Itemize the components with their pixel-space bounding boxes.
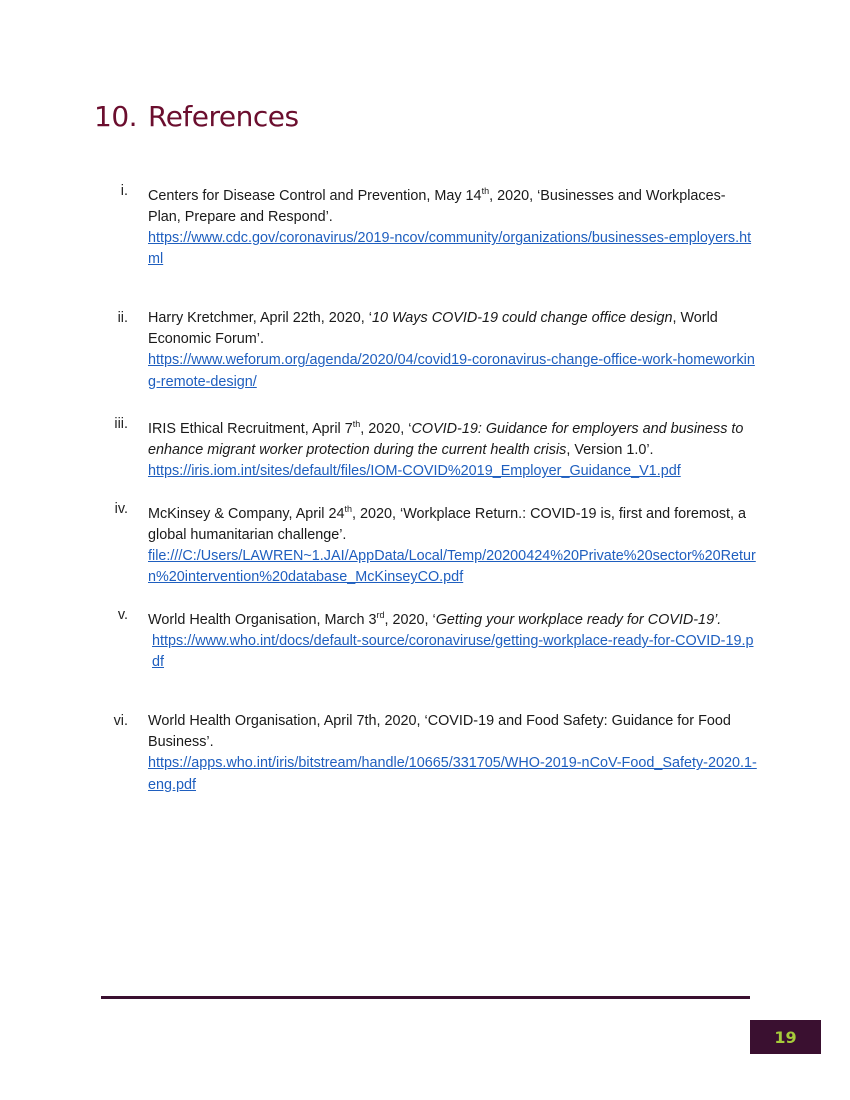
reference-citation: Centers for Disease Control and Prevention, May 14th, 2020, ‘Businesses and Workplaces-Plan, Prepare and Respond’. [148,186,726,225]
page-number-box [750,1020,821,1054]
reference-link[interactable]: https://apps.who.int/iris/bitstream/handle/10665/331705/WHO-2019-nCoV-Food_Safety-2020.1-eng.pdf [148,755,757,793]
reference-item [113,711,758,796]
footer-rule [101,996,750,999]
reference-item [117,308,758,393]
reference-item [120,181,758,271]
reference-citation: Harry Kretchmer, April 22th, 2020, ‘10 Ways COVID-19 could change office design, World Economic Forum’. [148,310,718,348]
reference-numeral: i. [120,183,128,199]
reference-link[interactable]: https://iris.iom.int/sites/default/files/IOM-COVID%2019_Employer_Guidance_V1.pdf [148,463,681,480]
reference-numeral: v. [117,607,128,623]
reference-numeral: ii. [117,310,128,326]
reference-numeral: iv. [114,501,128,517]
section-heading [94,100,299,133]
reference-citation: World Health Organisation, April 7th, 2020, ‘COVID-19 and Food Safety: Guidance for Food Business’. [148,713,731,751]
reference-citation: IRIS Ethical Recruitment, April 7th, 2020, ‘COVID-19: Guidance for employers and business to enhance migrant worker protection during the current health crisis, Version 1.0’. [148,419,744,458]
reference-link[interactable]: https://www.cdc.gov/coronavirus/2019-ncov/community/organizations/businesses-employers.html [148,230,752,268]
reference-link[interactable]: https://www.weforum.org/agenda/2020/04/covid19-coronavirus-change-office-work-homeworking-remote-design/ [148,352,755,390]
reference-item [114,414,758,482]
reference-numeral: vi. [113,713,128,729]
section-title: References [148,100,299,133]
page-number: 19 [774,1027,797,1047]
reference-numeral: iii. [114,416,128,432]
reference-link[interactable]: https://www.who.int/docs/default-source/coronaviruse/getting-workplace-ready-for-COVID-19.pdf [152,633,754,671]
reference-link[interactable]: file:///C:/Users/LAWREN~1.JAI/AppData/Local/Temp/20200424%20Private%20sector%20Return%20intervention%20database_McKinseyCO.pdf [148,548,756,586]
reference-citation: World Health Organisation, March 3rd, 2020, ‘Getting your workplace ready for COVID-19’. [148,610,722,628]
section-number: 10. [94,100,138,133]
reference-item [117,605,758,673]
reference-item [114,499,758,589]
reference-citation: McKinsey & Company, April 24th, 2020, ‘Workplace Return.: COVID-19 is, first and foremost, a global humanitarian challenge’. [148,504,747,543]
